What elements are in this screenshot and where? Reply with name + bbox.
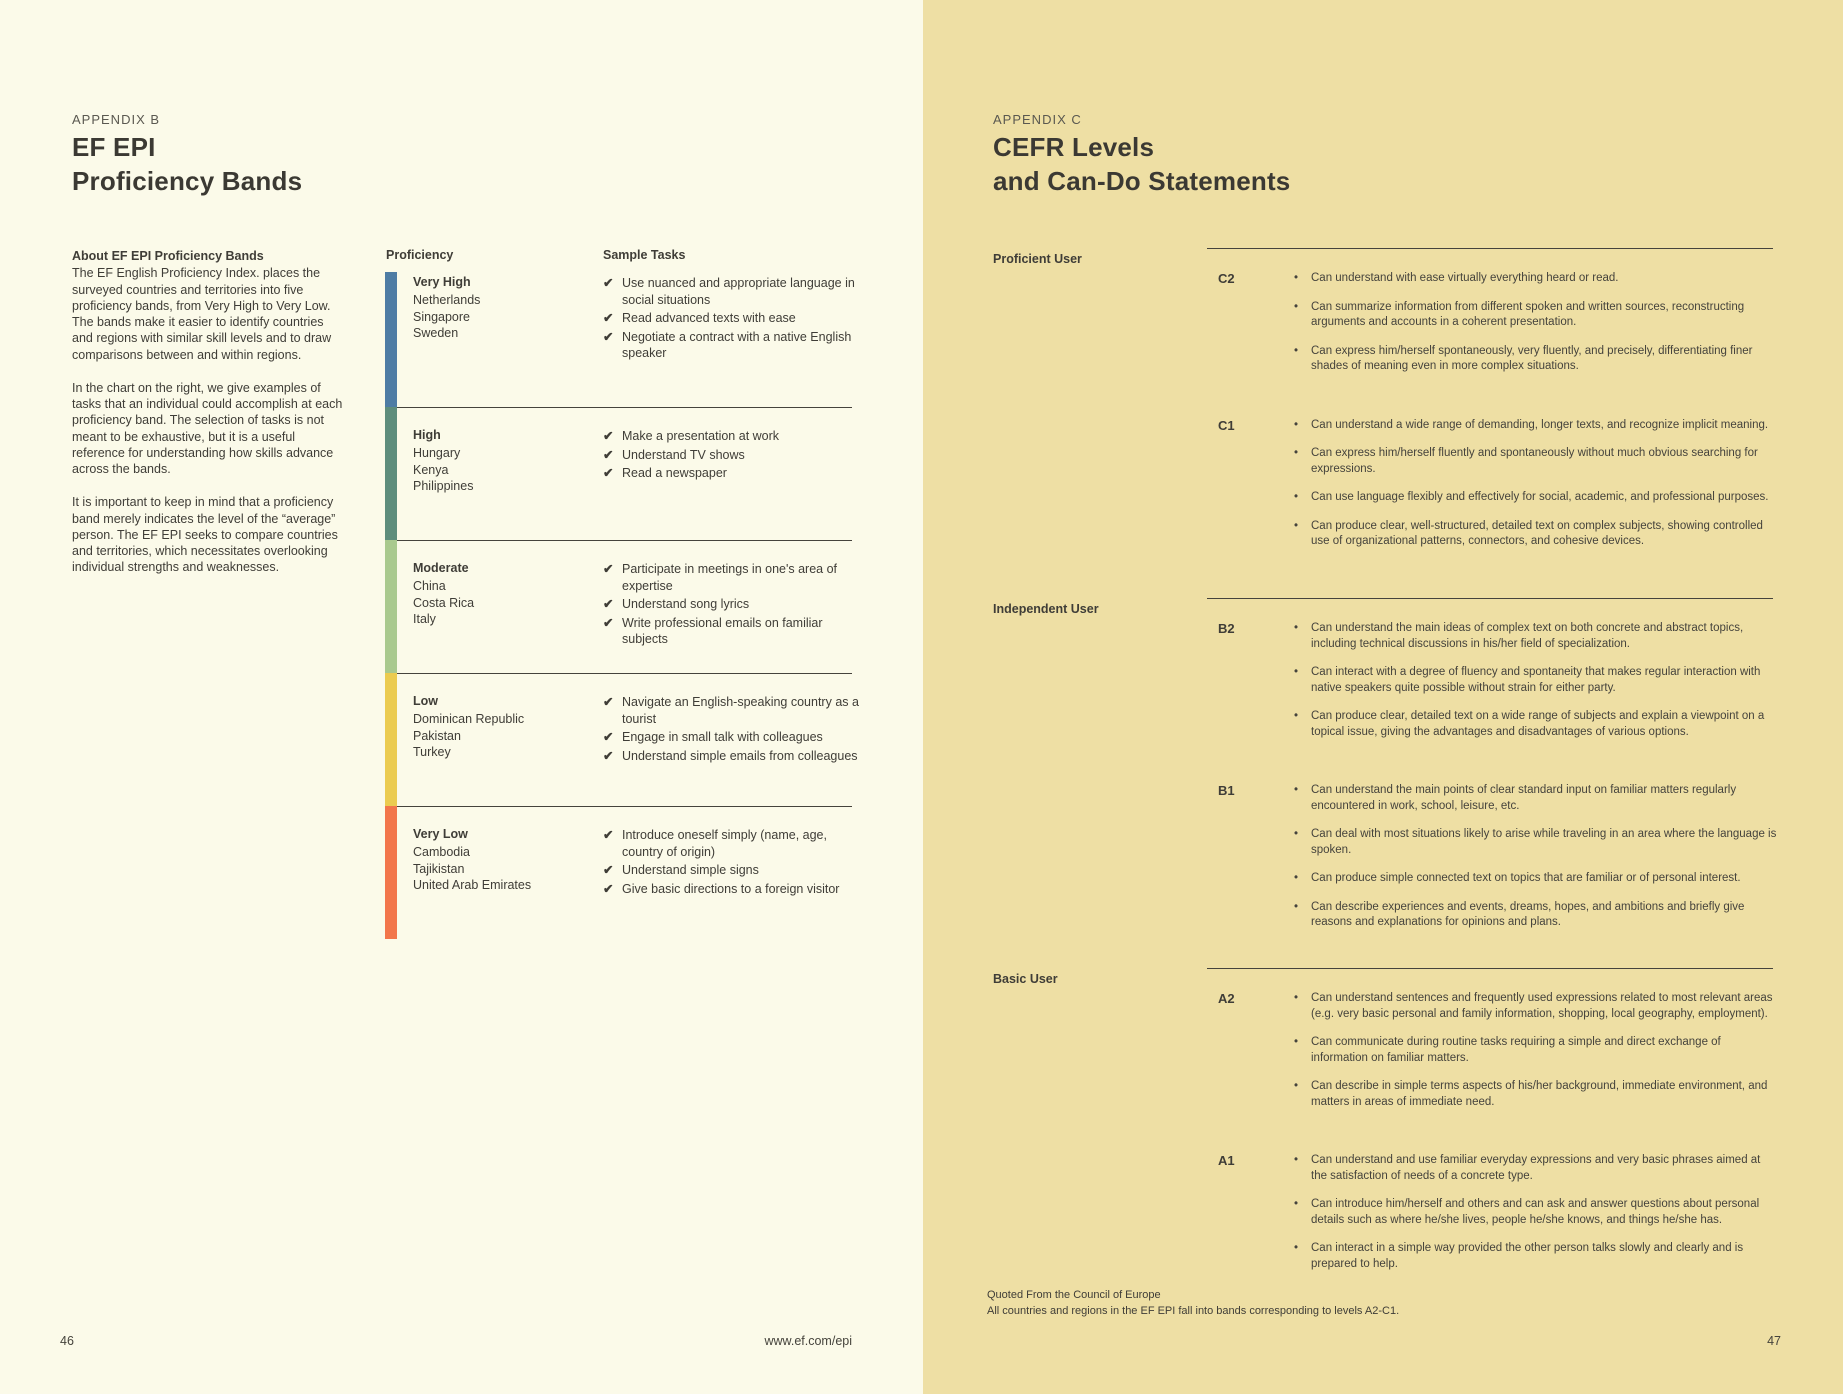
- task-item: [603, 428, 865, 445]
- band-color-bar: [385, 540, 397, 673]
- statement-text: Can introduce him/herself and others and can ask and answer questions about personal details such as where he/she lives, people he/she knows, and things he/she has.: [1311, 1198, 1760, 1226]
- band-country: Tajikistan: [413, 861, 465, 876]
- proficiency-bands-table: [385, 272, 859, 939]
- band-color-bar: [385, 673, 397, 806]
- statement-text: Can interact with a degree of fluency and spontaneity that makes regular interaction with native speakers quite possible without strain for either party.: [1311, 666, 1761, 694]
- group-basic-user: [923, 968, 1843, 1315]
- band-country: China: [413, 579, 446, 593]
- footnote: All countries and regions in the EF EPI fall into bands corresponding to levels A2-C1.: [987, 1304, 1400, 1317]
- bullet-icon: •: [1294, 1036, 1299, 1049]
- statement-text: Can produce simple connected text on topics that are familiar or of personal interest.: [1311, 872, 1741, 885]
- check-icon: ✔: [603, 730, 614, 744]
- statement-text: Can express him/herself fluently and spontaneously without much obvious searching for expressions.: [1311, 447, 1758, 475]
- bullet-icon: •: [1294, 1198, 1299, 1211]
- group-independent-user: [923, 598, 1843, 974]
- statement-text: Can produce clear, well-structured, detailed text on complex subjects, showing controlled use of organizational patterns, connectors, and cohesive devices.: [1311, 519, 1763, 548]
- band-country: Italy: [413, 612, 436, 627]
- can-do-statement: [1294, 709, 1779, 740]
- can-do-statement: [1294, 900, 1779, 931]
- task-label: Introduce oneself simply (name, age, country of origin): [622, 828, 827, 859]
- group-label: Basic User: [993, 972, 1058, 986]
- band-country: Sweden: [413, 326, 459, 341]
- task-item: [603, 310, 865, 327]
- bullet-icon: •: [1294, 666, 1299, 679]
- bullet-icon: •: [1294, 1154, 1299, 1167]
- check-icon: ✔: [603, 447, 614, 462]
- bullet-icon: •: [1294, 1242, 1299, 1255]
- bullet-icon: •: [1294, 344, 1299, 357]
- about-section: [72, 248, 347, 593]
- bullet-icon: •: [1294, 710, 1299, 723]
- appendix-label: APPENDIX B: [72, 112, 161, 127]
- bullet-icon: •: [1294, 300, 1299, 313]
- level-code: B1: [1218, 783, 1235, 799]
- statement-text: Can express him/herself spontaneously, very fluently, and precisely, differentiating finer shades of meaning even in more complex situations.: [1311, 344, 1753, 373]
- level-code: A2: [1218, 991, 1235, 1006]
- footnotes: [987, 1288, 1399, 1320]
- task-item: [603, 275, 865, 308]
- band-color-bar: [385, 407, 397, 540]
- task-label: Understand song lyrics: [622, 597, 750, 611]
- task-item: [603, 694, 865, 727]
- task-label: Read a newspaper: [622, 466, 727, 480]
- task-label: Understand TV shows: [622, 447, 745, 462]
- page-number: 47: [1767, 1334, 1781, 1348]
- page-title-line2: and Can-Do Statements: [993, 166, 1291, 197]
- check-icon: ✔: [603, 466, 614, 480]
- about-paragraph: The EF English Proficiency Index. places the surveyed countries and territories into five proficiency bands, from Very High to Very Low. The bands make it easier to identify countries and regions with similar skill levels and to draw comparisons between and within regions.: [72, 266, 332, 362]
- level-code: C2: [1218, 271, 1235, 286]
- band-country: Turkey: [413, 745, 451, 760]
- site-url: www.ef.com/epi: [764, 1334, 852, 1348]
- can-do-statement: [1294, 1079, 1779, 1110]
- level-code: B2: [1218, 621, 1235, 636]
- column-header-sample-tasks: Sample Tasks: [603, 248, 686, 262]
- task-label: Use nuanced and appropriate language in social situations: [622, 276, 855, 307]
- task-label: Negotiate a contract with a native English speaker: [622, 329, 852, 360]
- statement-text: Can understand and use familiar everyday expressions and very basic phrases aimed at the satisfaction of needs of a concrete type.: [1311, 1154, 1761, 1182]
- band-row-low: [385, 673, 859, 806]
- can-do-statement: [1294, 871, 1779, 887]
- check-icon: ✔: [603, 429, 614, 443]
- can-do-statement: [1294, 344, 1779, 375]
- check-icon: ✔: [603, 329, 614, 344]
- task-item: [603, 329, 865, 362]
- statement-text: Can understand sentences and frequently used expressions related to most relevant areas (e.g. very basic personal and family information, shopping, local geography, employment).: [1311, 992, 1773, 1020]
- can-do-statement: [1294, 1197, 1779, 1228]
- can-do-statement: [1294, 300, 1779, 331]
- page-title-line2: Proficiency Bands: [72, 166, 303, 197]
- band-row-very-low: [385, 806, 852, 939]
- bullet-icon: •: [1294, 272, 1299, 284]
- band-row-very-high: [385, 272, 855, 407]
- band-country: Philippines: [413, 479, 474, 494]
- task-label: Participate in meetings in one's area of expertise: [622, 562, 838, 593]
- task-item: [603, 748, 865, 765]
- check-icon: ✔: [603, 748, 614, 763]
- page-right: [923, 0, 1843, 1394]
- band-name: Moderate: [413, 561, 469, 575]
- footnote: Quoted From the Council of Europe: [987, 1289, 1161, 1301]
- bullet-icon: •: [1294, 622, 1299, 634]
- can-do-statement: [1294, 1241, 1779, 1272]
- bullet-icon: •: [1294, 418, 1299, 431]
- statement-text: Can understand with ease virtually everything heard or read.: [1311, 272, 1619, 284]
- can-do-statement: [1294, 446, 1779, 477]
- band-row-high: [385, 407, 852, 540]
- band-name: Low: [413, 694, 438, 708]
- band-country: Hungary: [413, 446, 461, 460]
- level-code: C1: [1218, 417, 1235, 433]
- can-do-statement: [1294, 1153, 1779, 1184]
- band-country: Netherlands: [413, 293, 481, 307]
- cefr-level-b2: [1207, 621, 1773, 753]
- can-do-statement: [1294, 621, 1779, 652]
- bullet-icon: •: [1294, 1080, 1299, 1093]
- task-label: Read advanced texts with ease: [622, 311, 796, 325]
- bullet-icon: •: [1294, 900, 1299, 913]
- task-label: Understand simple emails from colleagues: [622, 748, 858, 763]
- band-country: Costa Rica: [413, 595, 475, 610]
- bullet-icon: •: [1294, 992, 1299, 1004]
- task-label: Navigate an English-speaking country as a tourist: [622, 695, 859, 726]
- about-paragraph: In the chart on the right, we give examples of tasks that an individual could accomplish at each proficiency band. The selection of tasks is not meant to be exhaustive, but it is a useful reference for understanding how skills advance across the bands.: [72, 380, 343, 476]
- can-do-statement: [1294, 519, 1779, 550]
- band-color-bar: [385, 272, 397, 407]
- task-item: [603, 729, 865, 746]
- check-icon: ✔: [603, 881, 614, 896]
- bullet-icon: •: [1294, 519, 1299, 532]
- can-do-statement: [1294, 490, 1779, 506]
- page-title-line1: EF EPI: [72, 132, 156, 162]
- cefr-level-a2: [1207, 991, 1773, 1123]
- band-country: Cambodia: [413, 845, 470, 859]
- task-label: Make a presentation at work: [622, 429, 780, 443]
- cefr-level-c2: [1207, 271, 1773, 388]
- task-item: [603, 615, 865, 648]
- bullet-icon: •: [1294, 447, 1299, 460]
- statement-text: Can deal with most situations likely to arise while traveling in an area where the language is spoken.: [1311, 828, 1777, 856]
- band-color-bar: [385, 806, 397, 939]
- statement-text: Can understand the main points of clear standard input on familiar matters regularly encountered in work, school, leisure, etc.: [1311, 784, 1737, 812]
- page-title: [993, 130, 1290, 199]
- can-do-statement: [1294, 665, 1779, 696]
- cefr-level-c1: [1207, 418, 1773, 563]
- band-name: Very High: [413, 275, 471, 289]
- task-item: [603, 447, 865, 464]
- band-country: United Arab Emirates: [413, 878, 532, 893]
- check-icon: ✔: [603, 863, 614, 877]
- check-icon: ✔: [603, 828, 614, 842]
- check-icon: ✔: [603, 615, 614, 630]
- statement-text: Can summarize information from different spoken and written sources, reconstructing arguments and accounts in a coherent presentation.: [1311, 300, 1745, 329]
- statement-text: Can describe experiences and events, dreams, hopes, and ambitions and briefly give reasons and explanations for opinions and plans.: [1311, 900, 1745, 929]
- task-item: [603, 881, 865, 898]
- bullet-icon: •: [1294, 491, 1299, 504]
- task-label: Write professional emails on familiar subjects: [622, 615, 823, 646]
- about-paragraph: It is important to keep in mind that a proficiency band merely indicates the level of the “average” person. The EF EPI seeks to compare countries and territories, which necessitates overlooking individual strengths and weaknesses.: [72, 495, 338, 575]
- statement-text: Can communicate during routine tasks requiring a simple and direct exchange of information on familiar matters.: [1311, 1036, 1721, 1064]
- task-label: Give basic directions to a foreign visitor: [622, 881, 840, 896]
- bullet-icon: •: [1294, 784, 1299, 797]
- band-name: Very Low: [413, 827, 468, 841]
- band-country: Dominican Republic: [413, 712, 525, 726]
- statement-text: Can describe in simple terms aspects of his/her background, immediate environment, and matters in areas of immediate need.: [1311, 1080, 1768, 1108]
- cefr-level-b1: [1207, 783, 1777, 944]
- task-label: Understand simple signs: [622, 863, 759, 877]
- task-item: [603, 465, 865, 482]
- about-heading: About EF EPI Proficiency Bands: [72, 249, 264, 263]
- check-icon: ✔: [603, 276, 614, 290]
- check-icon: ✔: [603, 311, 614, 325]
- can-do-statement: [1294, 271, 1779, 287]
- statement-text: Can produce clear, detailed text on a wide range of subjects and explain a viewpoint on a topical issue, giving the advantages and disadvantages of various options.: [1311, 710, 1765, 738]
- check-icon: ✔: [603, 597, 614, 611]
- appendix-label: APPENDIX C: [993, 112, 1082, 127]
- statement-text: Can understand the main ideas of complex text on both concrete and abstract topics, including technical discussions in his/her field of specialization.: [1311, 622, 1744, 650]
- band-country: Kenya: [413, 462, 449, 477]
- task-item: [603, 596, 865, 613]
- can-do-statement: [1294, 783, 1779, 814]
- can-do-statement: [1294, 418, 1779, 434]
- band-country: Pakistan: [413, 728, 461, 743]
- page-title-line1: CEFR Levels: [993, 132, 1155, 162]
- statement-text: Can understand a wide range of demanding, longer texts, and recognize implicit meaning.: [1311, 418, 1769, 431]
- band-name: High: [413, 428, 441, 442]
- can-do-statement: [1294, 991, 1779, 1022]
- column-header-proficiency: Proficiency: [386, 248, 454, 262]
- band-row-moderate: [385, 540, 852, 673]
- task-label: Engage in small talk with colleagues: [622, 730, 823, 744]
- check-icon: ✔: [603, 695, 614, 709]
- task-item: [603, 862, 865, 879]
- can-do-statement: [1294, 1035, 1779, 1066]
- task-item: [603, 827, 865, 860]
- level-code: A1: [1218, 1153, 1235, 1169]
- group-proficient-user: [923, 248, 1843, 593]
- check-icon: ✔: [603, 562, 614, 576]
- statement-text: Can use language flexibly and effectively for social, academic, and professional purposes.: [1311, 491, 1769, 504]
- band-country: Singapore: [413, 309, 470, 324]
- can-do-statement: [1294, 827, 1779, 858]
- group-label: Independent User: [993, 602, 1099, 616]
- bullet-icon: •: [1294, 872, 1299, 885]
- group-label: Proficient User: [993, 252, 1082, 266]
- bullet-icon: •: [1294, 828, 1299, 841]
- page-title: [72, 130, 302, 199]
- task-item: [603, 561, 865, 594]
- page-number: 46: [60, 1334, 74, 1348]
- statement-text: Can interact in a simple way provided the other person talks slowly and clearly and is prepared to help.: [1311, 1242, 1744, 1270]
- cefr-level-a1: [1207, 1153, 1773, 1285]
